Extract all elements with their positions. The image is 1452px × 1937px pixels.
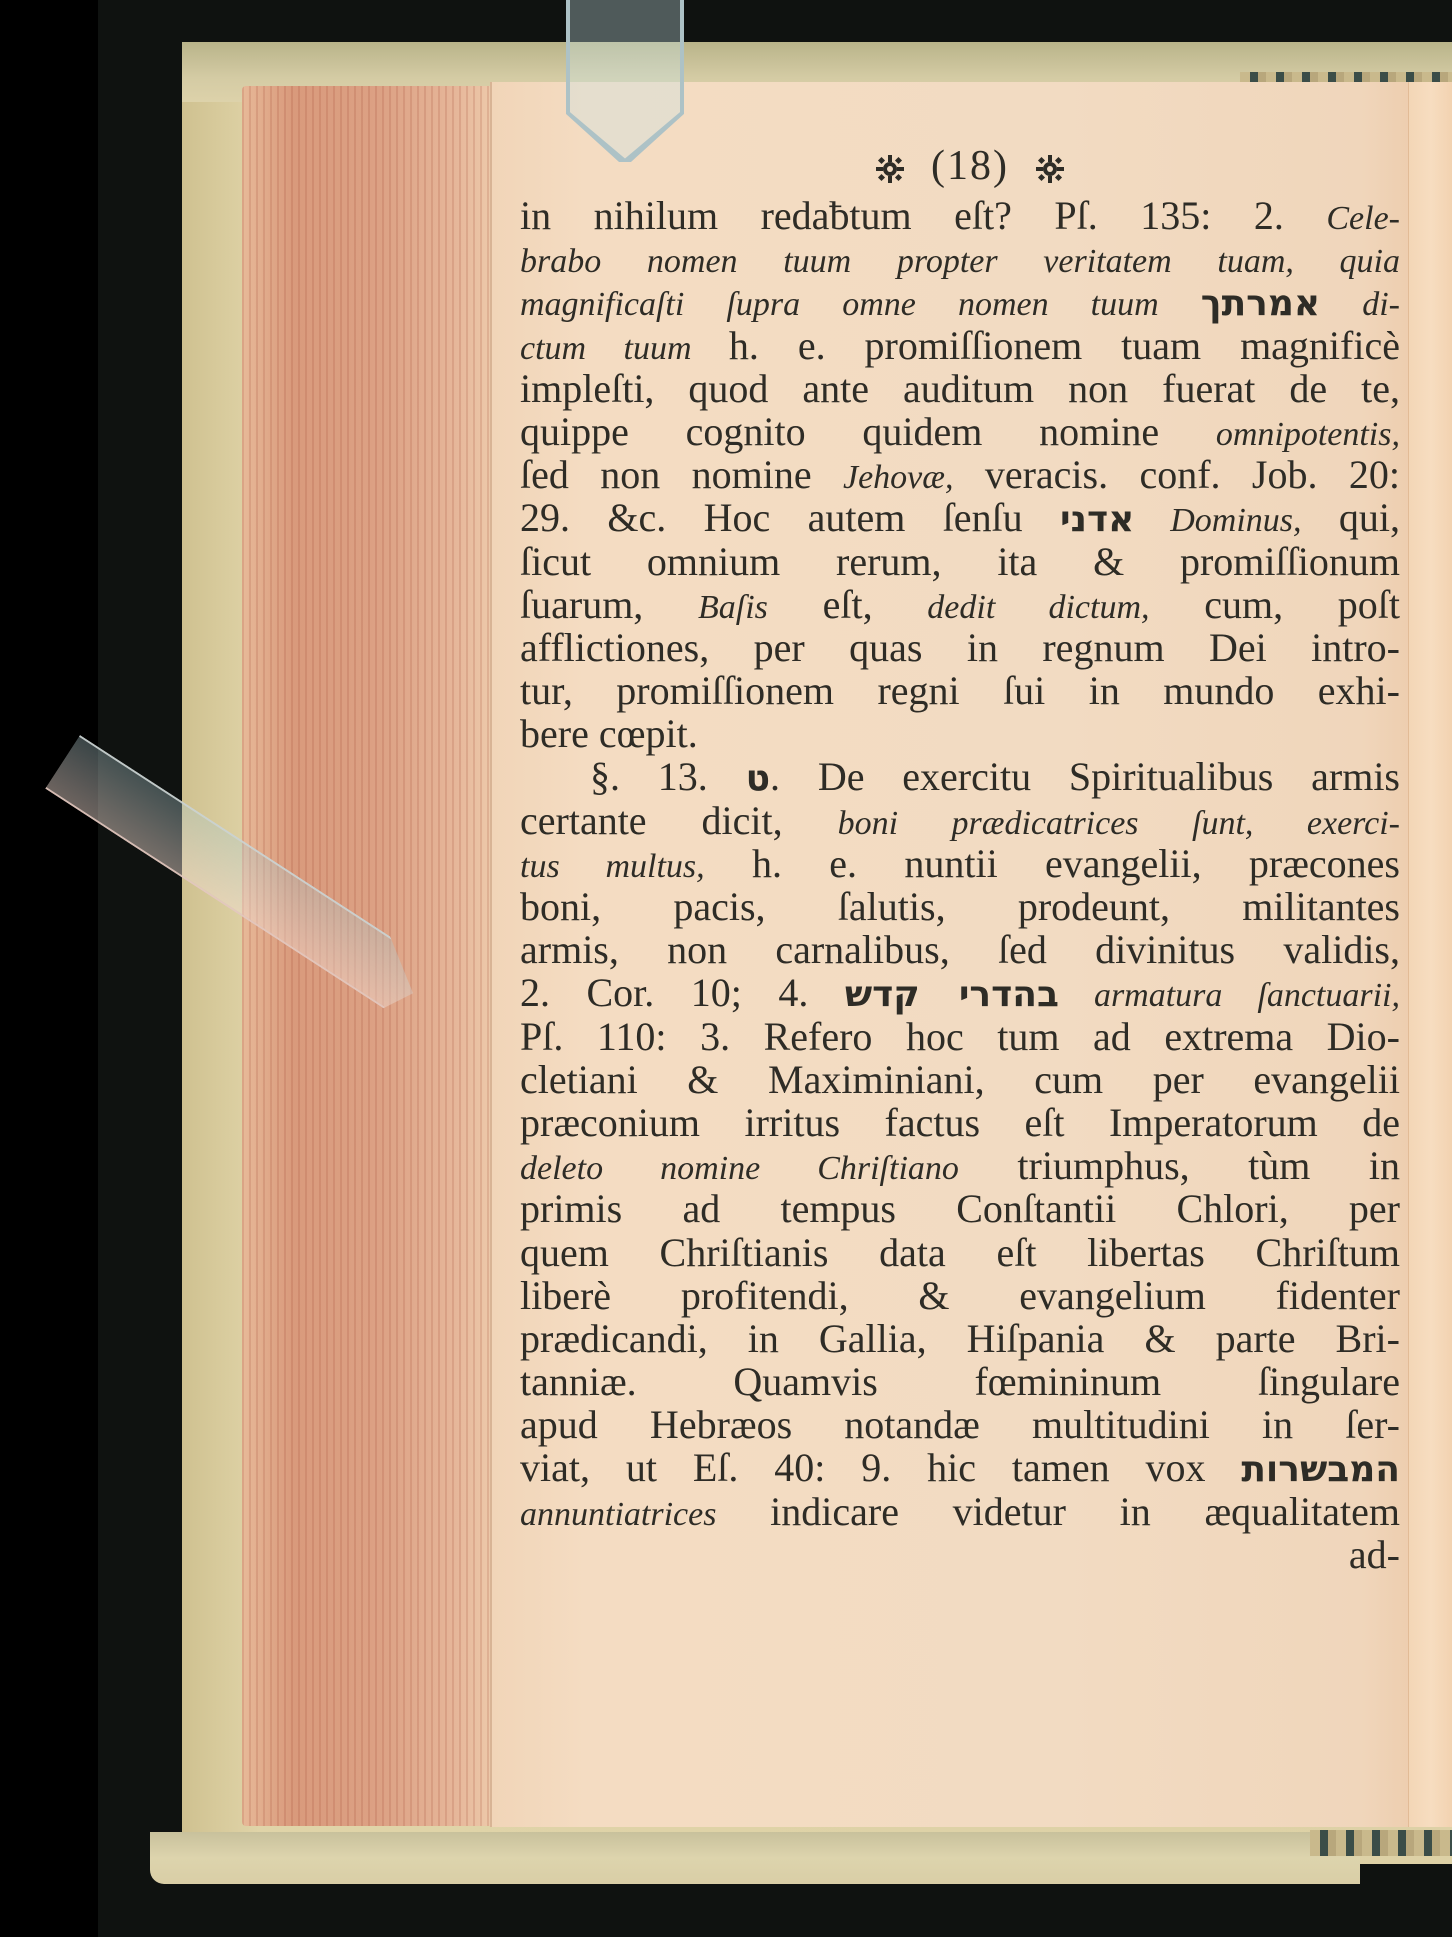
roman-text: cletiani & Maximiniani, cum per evangelii [520,1056,1400,1102]
text-line [520,280,1400,323]
roman-text: armis, non carnalibus, ſed divinitus validis, [520,927,1400,973]
italic-text: armatura ſanctuarii, [1058,977,1401,1015]
italic-text: ctum tuum [520,329,729,367]
page-gutter [1408,82,1452,1827]
hebrew-word: אדני [1060,499,1135,541]
roman-text: boni, pacis, ſalutis, prodeunt, militantes [520,884,1400,929]
text-line [520,971,1400,1014]
text-line [520,842,1400,885]
text-line [520,237,1400,280]
text-line [520,1015,1400,1058]
catchword: ad- [1348,1531,1400,1577]
hebrew-word: המבשרות [1241,1449,1400,1491]
roman-text: in nihilum redaƀtum eſt? Pſ. 135: 2. [520,193,1327,238]
roman-text: h. e. nuntii evangelii, præcones [704,840,1400,886]
roman-text: primis ad tempus Conſtantii Chlori, per [520,1186,1400,1232]
cover-bottom-turn-in [150,1832,1360,1884]
roman-text: 29. &c. Hoc autem ſenſu [520,495,1061,541]
text-line [520,1274,1400,1317]
text-line [520,410,1400,453]
italic-text: Dominus, [1134,502,1302,540]
page-text-block [520,138,1400,1576]
text-line [520,755,1400,798]
roman-text: quem Chriſtianis data eſt libertas Chriſtum [520,1229,1400,1275]
text-line [520,194,1400,237]
roman-text: ſicut omnium rerum, ita & promiſſionum [520,538,1400,584]
fleuron-ornament-icon [1035,154,1065,184]
italic-text: brabo nomen tuum propter veritatem tuam, quia [520,243,1400,281]
text-line [520,1058,1400,1101]
roman-text: prædicandi, in Gallia, Hiſpania & parte Bri- [520,1315,1400,1361]
roman-text: indicare videtur in æqualitatem [716,1488,1400,1534]
text-line [520,496,1400,539]
roman-text: quippe cognito quidem nomine [520,408,1216,454]
text-line [520,324,1400,367]
roman-text: liberè profitendi, & evangelium fidenter [520,1272,1400,1318]
roman-text: bere cœpit. [520,711,698,757]
hebrew-word: ט [745,758,771,800]
roman-text: afflictiones, per quas in regnum Dei intro- [520,624,1400,670]
text-line [520,799,1400,842]
italic-text: dedit dictum, [927,588,1150,626]
roman-text: . De exercitu Spiritualibus armis [770,754,1400,800]
text-line [520,1403,1400,1446]
roman-text: certante dicit, [520,797,838,843]
text-line [520,583,1400,626]
italic-text: Baſis [698,588,768,626]
hebrew-word: בהדרי קדש [844,974,1059,1016]
text-line [520,367,1400,410]
italic-text: magnificaſti ſupra omne nomen tuum [520,286,1201,324]
text-line [520,1101,1400,1144]
roman-text: ſed non nomine [520,452,843,498]
italic-text: deleto nomine Chriſtiano [520,1150,959,1188]
roman-text: 2. Cor. 10; 4. [520,970,845,1016]
text-line [520,1144,1400,1187]
fleuron-ornament-icon [875,154,905,184]
text-line [520,885,1400,928]
roman-text: ſuarum, [520,581,698,627]
text-line [520,1490,1400,1533]
roman-text: tanniæ. Quamvis fœmininum ſingulare [520,1359,1400,1405]
roman-text: qui, [1301,495,1400,541]
roman-text: viat, ut Eſ. 40: 9. hic tamen vox [520,1445,1242,1491]
running-header [540,138,1400,194]
italic-text: omnipotentis, [1215,415,1400,453]
roman-text: impleſti, quod ante auditum non fuerat de te, [520,365,1400,411]
text-line [520,928,1400,971]
hebrew-word: אמרתך [1200,283,1321,325]
italic-text: Jehovæ, [843,459,954,497]
roman-text: h. e. promiſſionem tuam magnificè [728,322,1400,368]
roman-text: tur, promiſſionem regni ſui in mundo exhi- [520,668,1400,714]
roman-text: veracis. conf. Job. 20: [953,452,1400,498]
text-line [520,540,1400,583]
text-line [520,1317,1400,1360]
body-text [520,194,1400,1533]
roman-text: præconium irritus factus eſt Imperatorum de [520,1099,1400,1145]
text-line [520,712,1400,755]
text-line [520,1360,1400,1403]
italic-text: annuntiatrices [520,1495,717,1533]
roman-text: Pſ. 110: 3. Refero hoc tum ad extrema Dio- [520,1013,1400,1059]
roman-text: cum, poſt [1149,581,1400,627]
italic-text: boni prædicatrices ſunt, exerci- [837,804,1400,842]
roman-text: triumphus, tùm in [958,1143,1400,1189]
roman-text: §. 13. [590,754,746,800]
text-line [520,453,1400,496]
text-line [520,669,1400,712]
roman-text: apud Hebræos notandæ multitudini in ſer- [520,1402,1400,1448]
text-line [520,1231,1400,1274]
text-line [520,626,1400,669]
roman-text: eſt, [767,581,928,627]
text-line [520,1446,1400,1489]
italic-text: di- [1320,286,1400,324]
italic-text: Cele- [1326,200,1400,237]
italic-text: tus multus, [520,847,705,885]
headband-bottom [1310,1830,1452,1856]
text-line [520,1187,1400,1230]
page-number: (18) [931,143,1009,189]
